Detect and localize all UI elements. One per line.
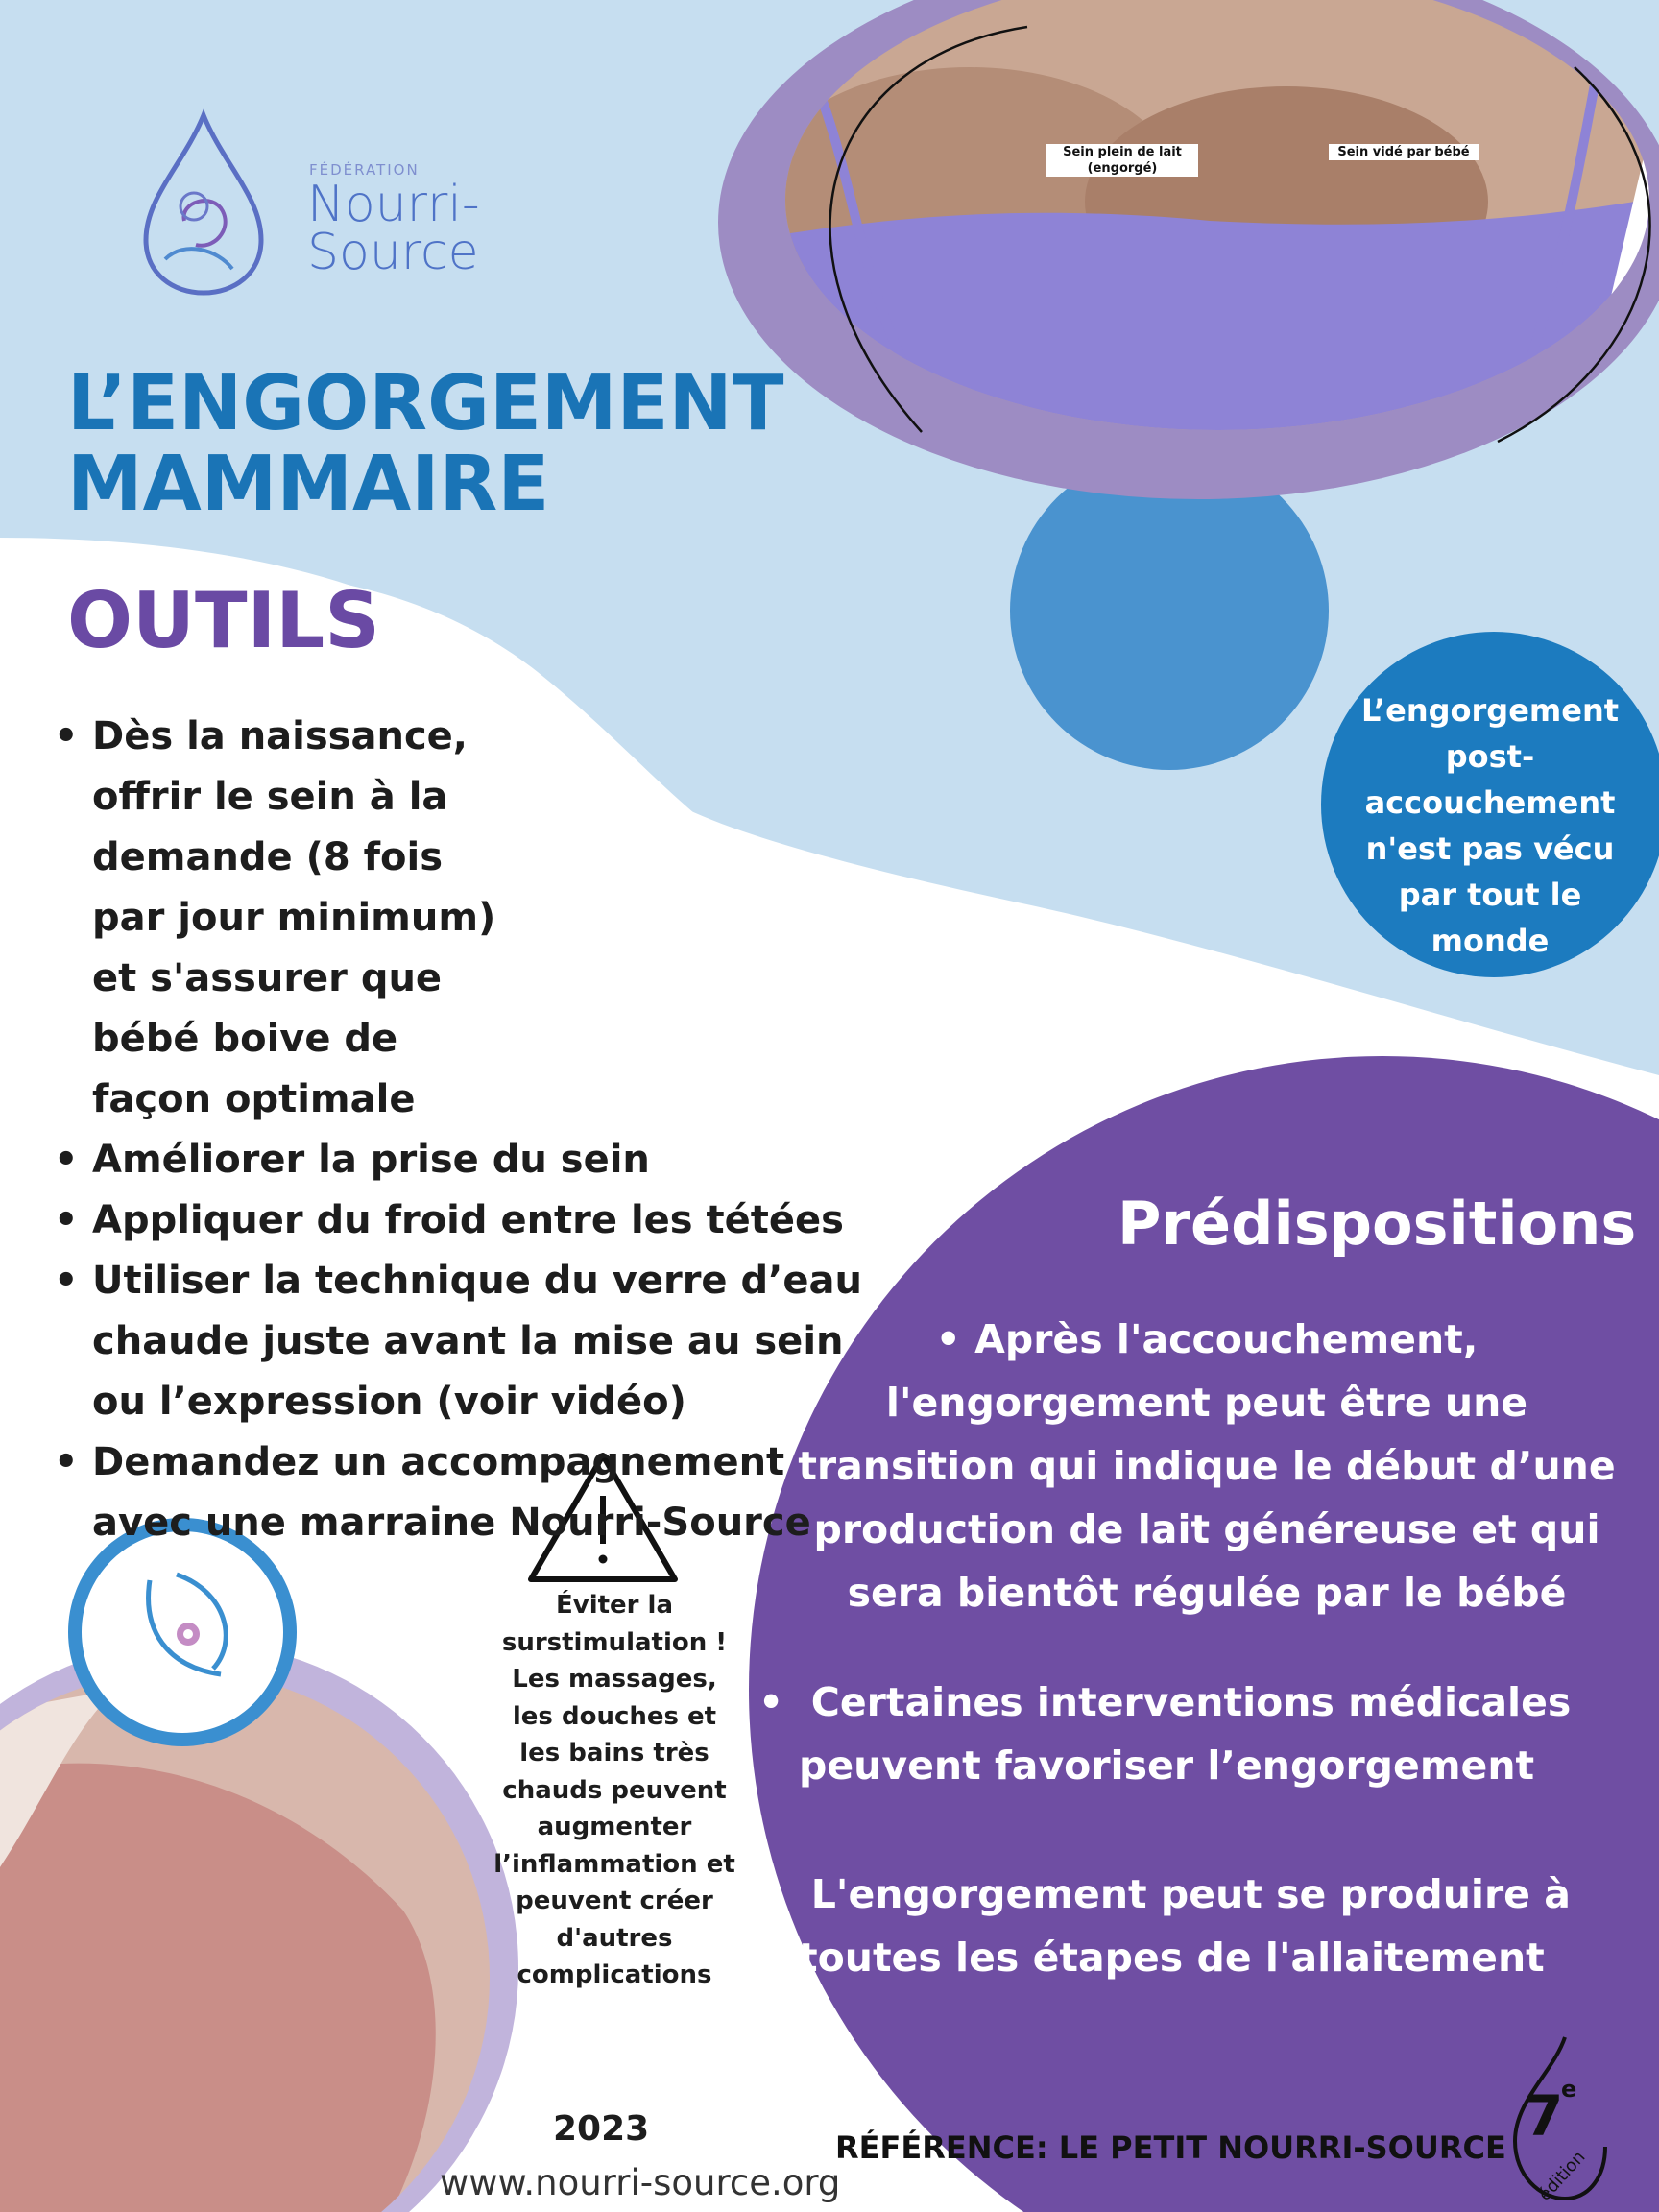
footer-website[interactable]: www.nourri-source.org [440,2162,841,2203]
edition-superscript: e [1561,2076,1577,2103]
outils-heading: OUTILS [67,576,380,665]
predisposition-item: • L'engorgement peut se produire à toutes les étapes de l'allaitement [758,1871,1571,1981]
logo-name [307,176,480,281]
blue-circle [1010,451,1329,770]
title-line2: MAMMAIRE [67,440,550,528]
warning-text: Éviter la surstimulation ! Les massages, les douches et les bains très chauds peuvent augmenter l’inflammation et peuvent créer d'autres complications [493,1591,735,1989]
outils-list [46,707,872,1553]
predispositions-heading: Prédispositions [1118,1189,1637,1259]
page-title [67,359,784,528]
nourri-source-logo-icon [127,106,280,298]
footer-reference: RÉFÉRENCE: LE PETIT NOURRI-SOURCE [835,2129,1506,2166]
edition-word: édition [1534,2147,1590,2205]
list-item: • Améliorer la prise du sein [46,1130,872,1190]
side-bubble-text: L’engorgement post-accouchement n'est pas vécu par tout le monde [1360,692,1620,959]
list-item: • Dès la naissance, offrir le sein à la demande (8 fois par jour minimum) et s'assurer que bébé boive de façon optimale [46,707,872,1130]
title-line1: L’ENGORGEMENT [67,359,784,447]
list-item: • Demandez un accompagnement avec une marraine Nourri-Source [46,1432,872,1553]
photo-label-emptied: Sein vidé par bébé [1329,144,1479,160]
logo-federation: FÉDÉRATION [309,161,420,179]
logo-name-line1: Nourri- [307,176,480,233]
breast-icon [113,1563,252,1701]
edition-number: 7 [1525,2083,1564,2149]
predisposition-item: • Après l'accouchement, l'engorgement peut être une transition qui indique le début d’une production de lait généreuse et qui sera bientôt régulée par le bébé [798,1316,1616,1616]
photo-label-engorged: Sein plein de lait (engorgé) [1046,144,1198,177]
list-item: • Utiliser la technique du verre d’eau chaude juste avant la mise au sein ou l’expression (voir vidéo) [46,1251,872,1432]
predisposition-item: • Certaines interventions médicales peuvent favoriser l’engorgement [758,1679,1572,1789]
list-item: • Appliquer du froid entre les tétées [46,1190,872,1251]
footer-year: 2023 [553,2109,650,2149]
logo-name-line2: Source [307,224,479,281]
